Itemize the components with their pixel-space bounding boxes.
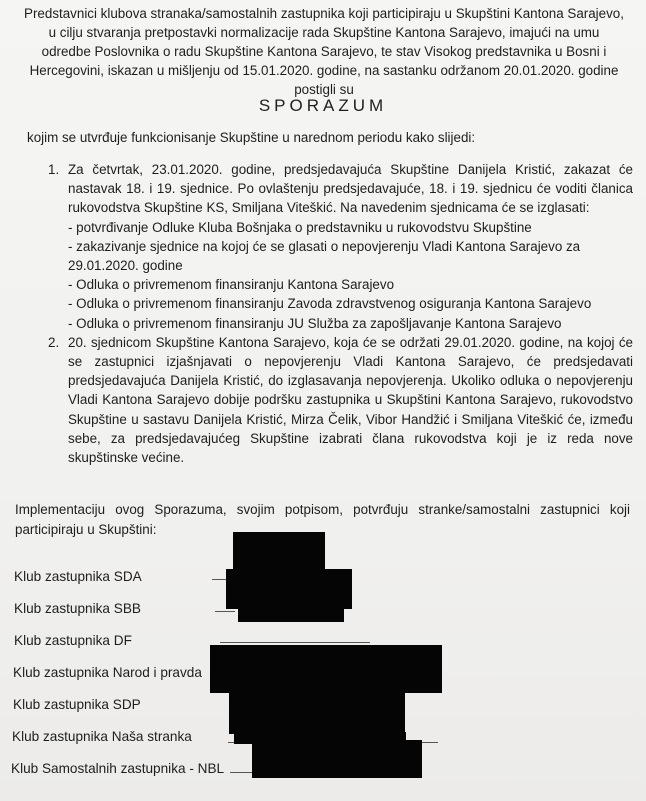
club-label-nbl: Klub Samostalnih zastupnika - NBL (11, 761, 225, 776)
redacted-signature (229, 690, 405, 734)
intro-paragraph: Predstavnici klubova stranaka/samostalnih zastupnika koji participiraju u Skupštini Kantona Sarajevo, u cilju stvaranja pretpostavki normalizacije rada Skupštine Kantona Sarajevo, imajući na umu odredbe Poslovnika o radu Skupštine Kantona Sarajevo, te stav Visokog predstavnika u Bosni i Hercegovini, iskazan u mišljenju od 15.01.2020. godine, na sastanku održanom 20.01.2020. godine postigli su (24, 6, 624, 97)
agreement-items (48, 160, 633, 467)
bullet-item: - Odluka o privremenom finansiranju JU Služba za zapošljavanje Kantona Sarajevo (68, 315, 562, 331)
implementation-paragraph: Implementaciju ovog Sporazuma, svojim potpisom, potvrđuju stranke/samostalni zastupnici koji participiraju u Skupštini: (15, 502, 630, 537)
bullet-item: - Odluka o privremenom finansiranju Kantona Sarajevo (68, 277, 395, 293)
agreement-item-1 (48, 160, 633, 333)
bullet-item: - potvrđivanje Odluke Kluba Bošnjaka o predstavniku u rukovodstvu Skupštine (68, 219, 532, 235)
redacted-signature (252, 740, 422, 778)
bullet-item: - Odluka o privremenom finansiranju Zavoda zdravstvenog osiguranja Kantona Sarajevo (68, 296, 592, 312)
bullet-item: - zakazivanje sjednice na kojoj će se glasati o nepovjerenju Vladi Kantona Sarajevo za 29.01.2020. godine (68, 238, 581, 274)
club-label-nasa-stranka: Klub zastupnika Naša stranka (12, 729, 192, 744)
redacted-signature (233, 532, 325, 572)
club-label-sdp: Klub zastupnika SDP (13, 697, 141, 712)
club-label-df: Klub zastupnika DF (14, 633, 132, 648)
signature-line (215, 611, 235, 612)
item-number: 1. (48, 162, 60, 177)
redacted-signature (210, 645, 442, 693)
document-subtitle: kojim se utvrđuje funkcionisanje Skupštine u narednom periodu kako slijedi: (27, 130, 476, 145)
club-label-sda: Klub zastupnika SDA (14, 569, 142, 584)
redacted-signature (226, 569, 352, 609)
item-number: 2. (48, 334, 60, 350)
club-label-narod-i-pravda: Klub zastupnika Narod i pravda (13, 665, 202, 680)
club-label-sbb: Klub zastupnika SBB (14, 601, 141, 616)
document-title: SPORAZUM (258, 96, 388, 115)
signature-line (220, 642, 370, 643)
redacted-signature (238, 606, 344, 622)
item-text: 20. sjednicom Skupštine Kantona Sarajevo, koja će se održati 29.01.2020. godine, na kojoj će se zastupnici izjašnjavati o nepovjerenju Vladi Kantona Sarajevo, će predsjedavati predsjedavajuća Danijela Kristić, do izglasavanja nepovjerenja. Ukoliko odluka o nepovjerenju Vladi Kantona Sarajevo dobije podršku zastupnika u Skupštini Kantona Sarajevo, rukovodstvo Skupštine u sastavu Danijela Kristić, Mirza Čelik, Vibor Handžić i Smiljana Viteškić će, između sebe, za predsjedavajućeg Skupštine izabrati člana rukovodstva koji je iz reda nove skupštinske većine. (68, 334, 633, 466)
item-text: Za četvrtak, 23.01.2020. godine, predsjedavajuća Skupštine Danijela Kristić, zakazat će nastavak 18. i 19. sjednice. Po ovlaštenju predsjedavajuće, 18. i 19. sjednicu će voditi članica rukovodstva Skupštine KS, Smiljana Viteškić. Na navedenim sjednicama će se izglasati: (68, 162, 633, 216)
agreement-item-2 (48, 333, 633, 467)
